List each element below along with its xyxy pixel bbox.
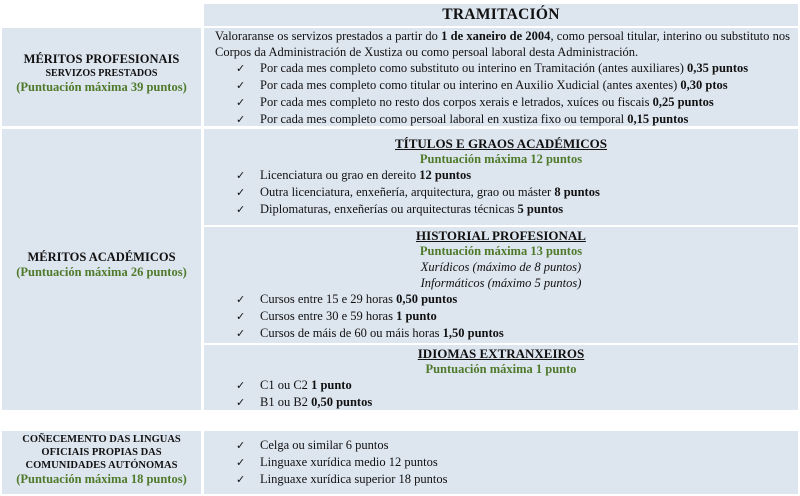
list-item: ✓ Linguaxe xurídica superior 18 puntos — [236, 472, 448, 486]
list-item: ✓ B1 ou B2 0,50 puntos — [236, 395, 373, 409]
check-icon: ✓ — [236, 310, 246, 323]
list-item: ✓ Por cada mes completo como substituto ou interino en Tramitación (antes auxiliares) 0,35 puntos — [236, 61, 749, 75]
section-note: Xurídicos (máximo de 8 puntos) — [420, 260, 582, 274]
list-item: ✓ Celga ou similar 6 puntos — [236, 438, 389, 452]
label-title: MÉRITOS ACADÉMICOS — [27, 250, 176, 264]
check-icon: ✓ — [236, 396, 246, 409]
section-title: IDIOMAS EXTRANXEIROS — [417, 346, 585, 361]
list-item: ✓ Cursos entre 15 e 29 horas 0,50 puntos — [236, 292, 458, 306]
header-left-spacer — [2, 4, 201, 26]
label-max-score: (Puntuación máxima 18 puntos) — [16, 472, 187, 486]
intro-date: 1 de xaneiro de 2004 — [441, 29, 551, 43]
section-idiomas — [204, 345, 798, 410]
label-title-line: COÑECEMENTO DAS LINGUAS — [22, 434, 181, 445]
label-max-score: (Puntuación máxima 39 puntos) — [16, 80, 187, 94]
list-item: ✓ Cursos de máis de 60 ou máis horas 1,50 puntos — [236, 326, 504, 340]
check-icon: ✓ — [236, 293, 246, 306]
list-item: ✓ Diplomaturas, enxeñerías ou arquitecturas técnicas 5 puntos — [236, 202, 564, 216]
check-icon: ✓ — [236, 327, 246, 340]
check-icon: ✓ — [236, 186, 246, 199]
check-icon: ✓ — [236, 96, 246, 109]
label-subtitle: SERVIZOS PRESTADOS — [45, 68, 158, 79]
row-content-profesionais — [204, 28, 798, 126]
check-icon: ✓ — [236, 113, 246, 126]
row-label-profesionais — [2, 28, 201, 126]
list-item: ✓ Licenciatura ou grao en dereito 12 puntos — [236, 168, 472, 182]
check-icon: ✓ — [236, 439, 246, 452]
label-max-score: (Puntuación máxima 26 puntos) — [16, 265, 187, 279]
section-max-score: Puntuación máxima 12 puntos — [419, 152, 583, 166]
section-historial — [204, 227, 798, 343]
list-item: ✓ C1 ou C2 1 punto — [236, 378, 352, 392]
check-icon: ✓ — [236, 62, 246, 75]
section-max-score: Puntuación máxima 13 puntos — [419, 244, 583, 258]
row-label-linguas — [2, 431, 201, 494]
label-title: MÉRITOS PROFESIONAIS — [23, 52, 180, 66]
section-title: HISTORIAL PROFESIONAL — [416, 228, 586, 243]
header-cell — [204, 4, 798, 26]
section-note: Informáticos (máximo 5 puntos) — [420, 276, 582, 290]
check-icon: ✓ — [236, 379, 246, 392]
list-item: ✓ Cursos entre 30 e 59 horas 1 punto — [236, 309, 437, 323]
list-item: ✓ Por cada mes completo como persoal laboral en xustiza fixo ou temporal 0,15 puntos — [236, 112, 689, 126]
list-item: ✓ Linguaxe xurídica medio 12 puntos — [236, 455, 438, 469]
section-max-score: Puntuación máxima 1 punto — [425, 362, 577, 376]
intro-text: Valoraranse os servizos prestados a partir do 1 de xaneiro de 2004, como persoal titular, interino ou substituto nos Corpos da Administración de Xustiza ou como persoal laboral desta Administración. — [215, 29, 791, 59]
check-icon: ✓ — [236, 203, 246, 216]
check-icon: ✓ — [236, 169, 246, 182]
check-icon: ✓ — [236, 473, 246, 486]
list-item: ✓ Outra licenciatura, enxeñería, arquitectura, grao ou máster 8 puntos — [236, 185, 600, 199]
list-item: ✓ Por cada mes completo no resto dos corpos xerais e letrados, xuíces ou fiscais 0,25 puntos — [236, 95, 714, 109]
section-titulos — [204, 129, 798, 225]
section-title: TÍTULOS E GRAOS ACADÉMICOS — [394, 136, 608, 151]
label-title-line: COMUNIDADES AUTÓNOMAS — [25, 460, 178, 471]
row-label-academicos — [2, 129, 201, 410]
label-title-line: OFICIAIS PROPIAS DAS — [41, 447, 162, 458]
check-icon: ✓ — [236, 79, 246, 92]
check-icon: ✓ — [236, 456, 246, 469]
list-item: ✓ Por cada mes completo como titular ou interino en Auxilio Xudicial (antes axentes) 0,30 ptos — [236, 78, 728, 92]
row-content-linguas — [204, 431, 798, 494]
page-title: TRAMITACIÓN — [442, 6, 560, 23]
